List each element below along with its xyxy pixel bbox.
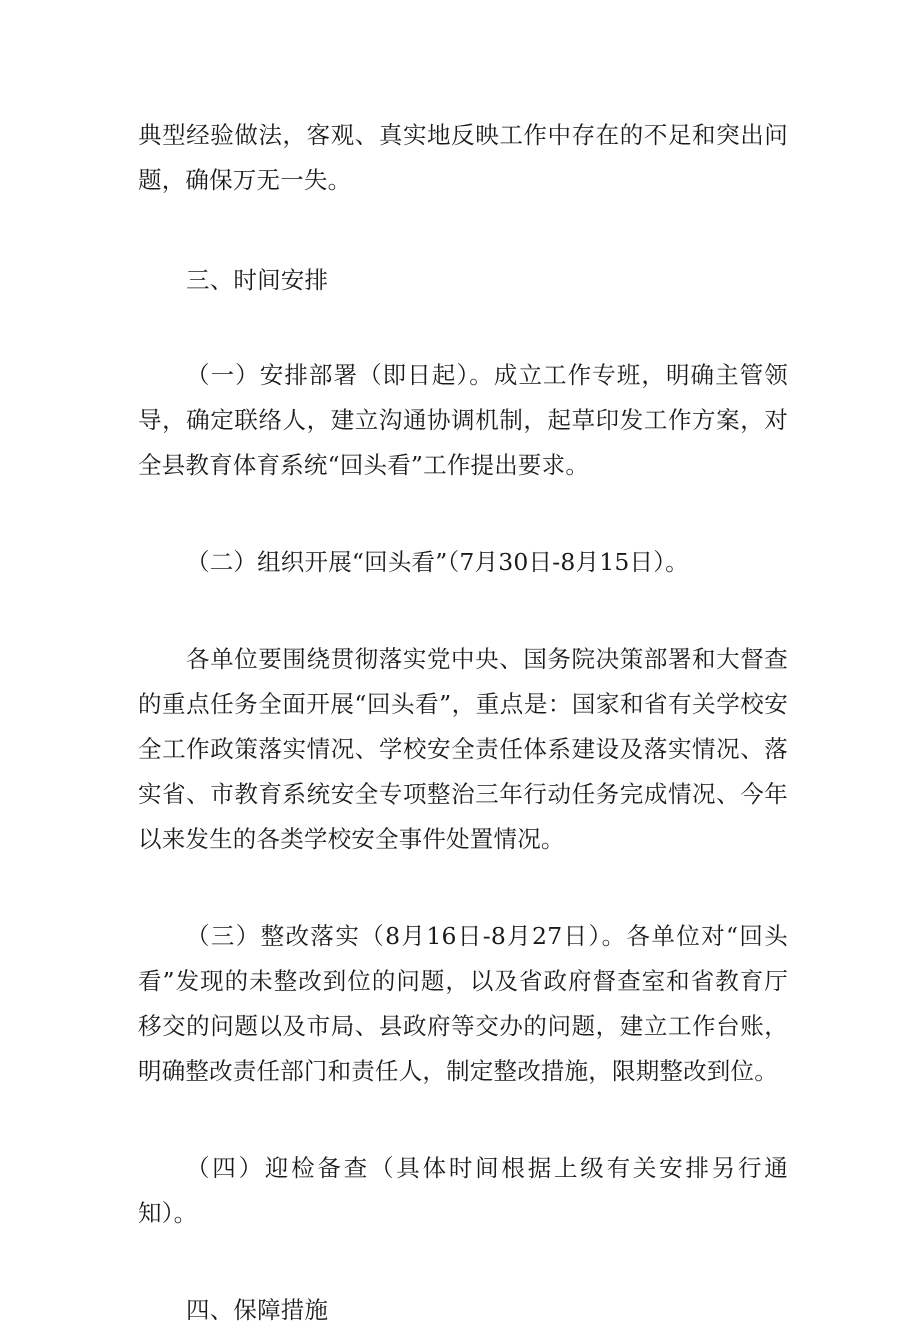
paragraph-deployment: （一）安排部署（即日起）。成立工作专班，明确主管领导，确定联络人，建立沟通协调机制，起草印发工作方案，对全县教育体育系统“回头看”工作提出要求。 (138, 361, 788, 479)
paragraph-continuation: 典型经验做法，客观、真实地反映工作中存在的不足和突出问题，确保万无一失。 (138, 121, 788, 194)
paragraph-review-focus: 各单位要围绕贯彻落实党中央、国务院决策部署和大督查的重点任务全面开展“回头看”，重点是：国家和省有关学校安全工作政策落实情况、学校安全责任体系建设及落实情况、落实省、市教育系统安全专项整治三年行动任务完成情况、今年以来发生的各类学校安全事件处置情况。 (138, 645, 788, 853)
section-heading-schedule: 三、时间安排 (186, 266, 329, 294)
paragraph-rectification: （三）整改落实（8月16日-8月27日）。各单位对“回头看”发现的未整改到位的问题，以及省政府督查室和省教育厅移交的问题以及市局、县政府等交办的问题，建立工作台账，明确整改责任部门和责任人，制定整改措施，限期整改到位。 (138, 922, 788, 1085)
subheading-organize: （二）组织开展“回头看”（7月30日-8月15日）。 (186, 548, 689, 576)
section-heading-safeguards: 四、保障措施 (186, 1296, 329, 1324)
document-body (138, 113, 788, 1333)
subheading-inspection: （四）迎检备查（具体时间根据上级有关安排另行通知）。 (138, 1154, 788, 1227)
